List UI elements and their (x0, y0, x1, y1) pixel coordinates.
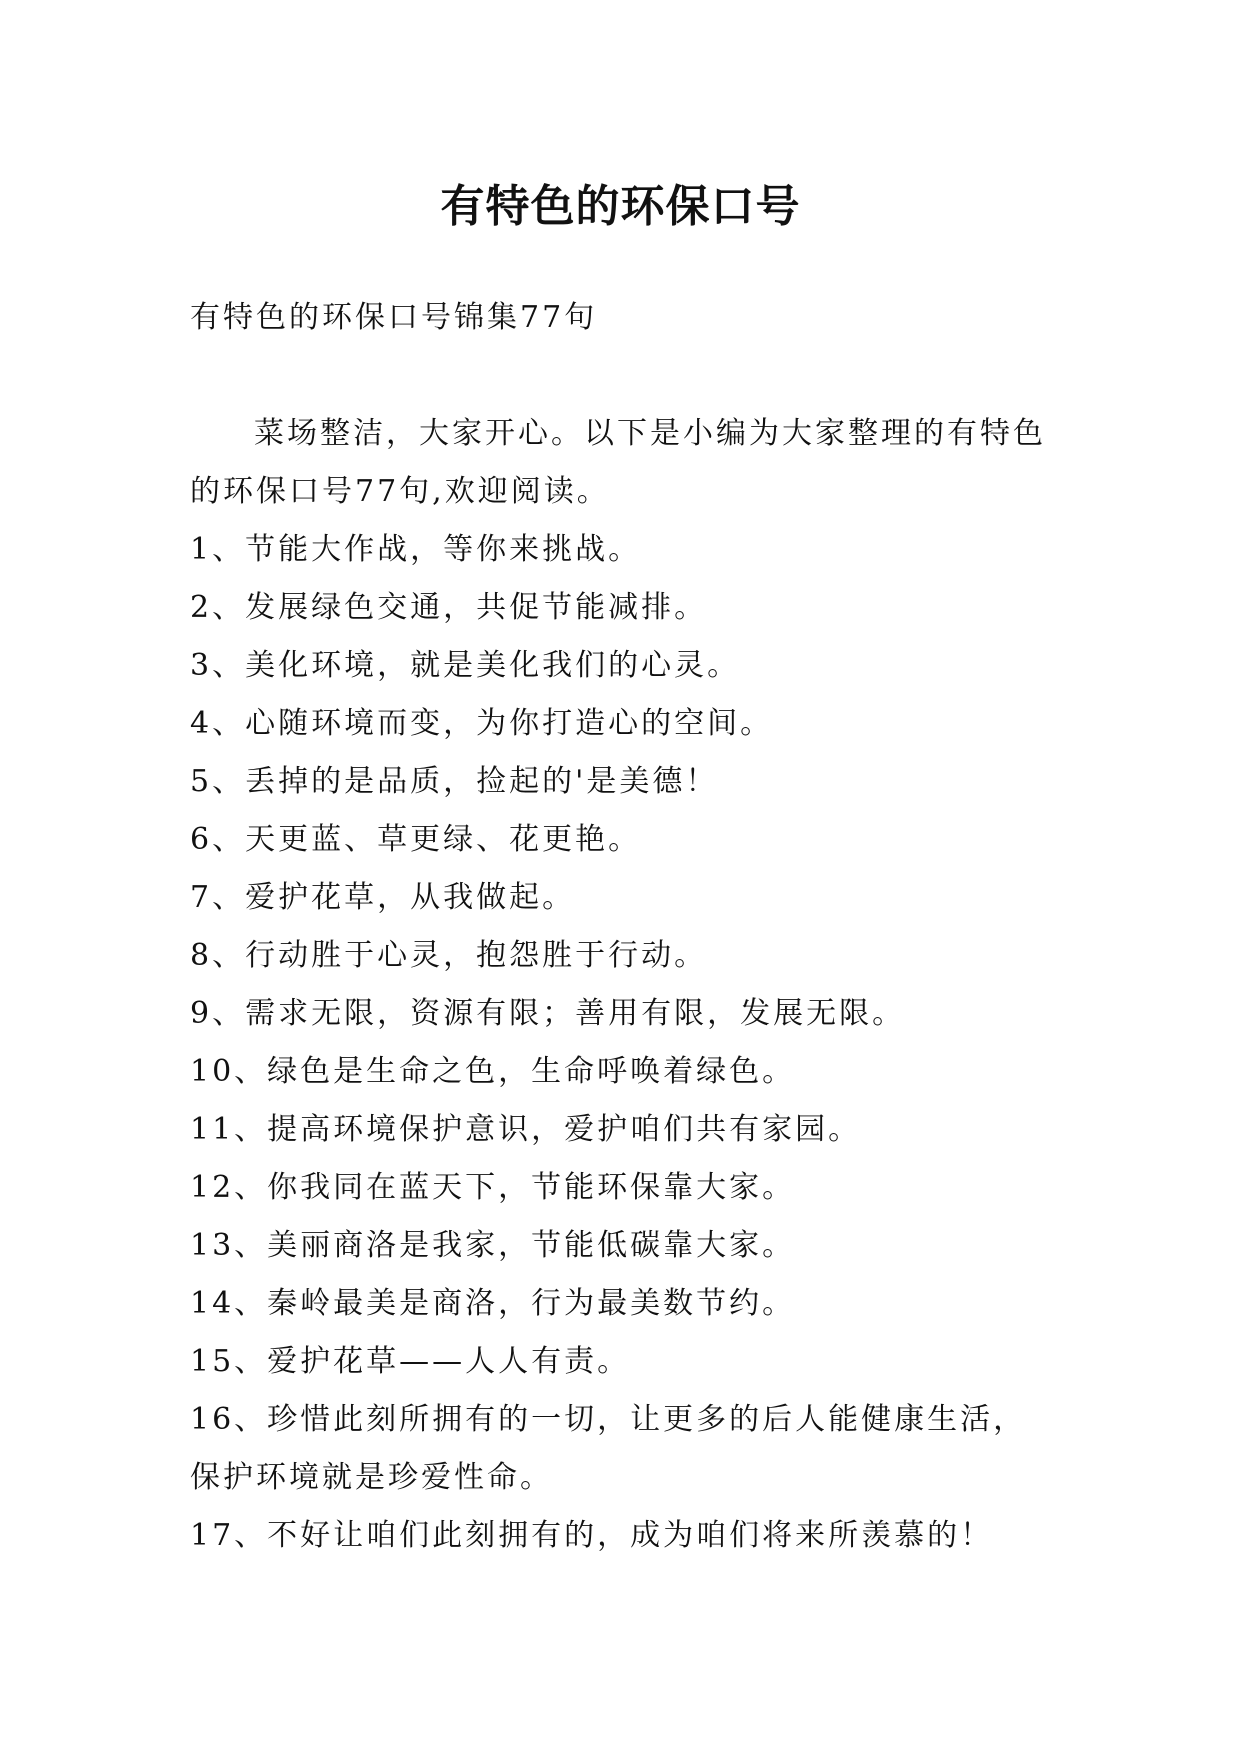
slogan-item: 8、行动胜于心灵，抱怨胜于行动。 (190, 938, 708, 973)
intro-paragraph: 菜场整洁，大家开心。以下是小编为大家整理的有特色的环保口号77句,欢迎阅读。 (190, 416, 1046, 509)
slogan-item: 13、美丽商洛是我家，节能低碳靠大家。 (190, 1228, 796, 1263)
slogan-item: 1、节能大作战，等你来挑战。 (190, 532, 642, 567)
document-title: 有特色的环保口号 (440, 181, 801, 233)
document-body (190, 289, 1050, 1565)
document-subtitle: 有特色的环保口号锦集77句 (190, 300, 598, 335)
slogan-item: 16、珍惜此刻所拥有的一切，让更多的后人能健康生活，保护环境就是珍爱性命。 (190, 1402, 1027, 1495)
slogan-item: 11、提高环境保护意识，爱护咱们共有家园。 (190, 1112, 862, 1147)
slogan-list (190, 521, 1050, 1565)
slogan-item: 10、绿色是生命之色，生命呼唤着绿色。 (190, 1054, 796, 1089)
slogan-item: 6、天更蓝、草更绿、花更艳。 (190, 822, 642, 857)
slogan-item: 17、不好让咱们此刻拥有的，成为咱们将来所羡慕的！ (190, 1518, 994, 1553)
slogan-item: 12、你我同在蓝天下，节能环保靠大家。 (190, 1170, 796, 1205)
slogan-item: 15、爱护花草——人人有责。 (190, 1344, 631, 1379)
slogan-item: 2、发展绿色交通，共促节能减排。 (190, 590, 708, 625)
slogan-item: 3、美化环境，就是美化我们的心灵。 (190, 648, 741, 683)
slogan-item: 7、爱护花草，从我做起。 (190, 880, 576, 915)
slogan-item: 14、秦岭最美是商洛，行为最美数节约。 (190, 1286, 796, 1321)
slogan-item: 9、需求无限，资源有限；善用有限，发展无限。 (190, 996, 906, 1031)
slogan-item: 5、丢掉的是品质，捡起的'是美德！ (190, 764, 719, 799)
slogan-item: 4、心随环境而变，为你打造心的空间。 (190, 706, 774, 741)
